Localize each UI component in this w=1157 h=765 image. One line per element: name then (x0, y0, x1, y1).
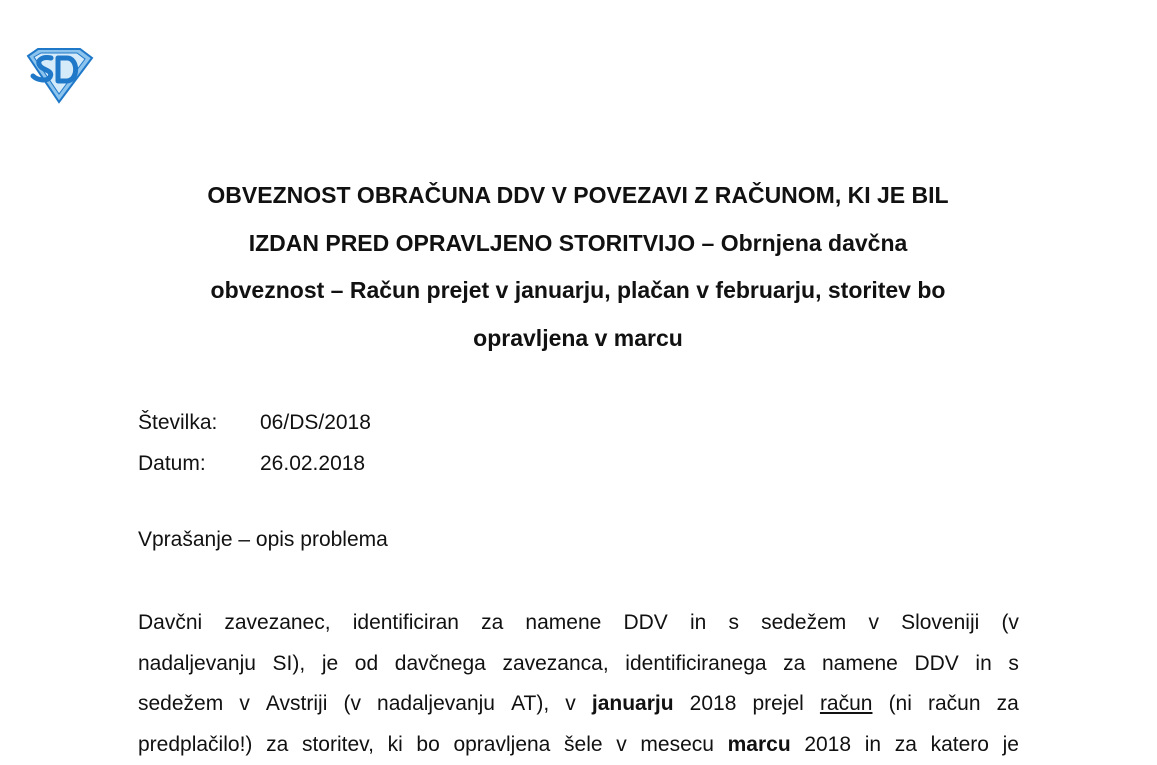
body-word: DDV (623, 603, 667, 644)
body-word: sedežem (138, 684, 223, 725)
body-word: AT), (511, 684, 549, 725)
body-word: v (239, 684, 250, 725)
body-word: šele (564, 725, 603, 765)
date-label: Datum: (138, 444, 260, 485)
body-word: sedežem (761, 603, 846, 644)
body-word: za (266, 725, 288, 765)
body-word: nadaljevanju (138, 644, 256, 685)
body-word: mesecu (640, 725, 714, 765)
date-row (138, 444, 371, 485)
date-value: 26.02.2018 (260, 444, 365, 485)
body-line (138, 684, 1019, 725)
body-word: v (616, 725, 627, 765)
body-word: in (975, 644, 991, 685)
body-word: za (895, 725, 917, 765)
body-word: zavezanca, (502, 644, 608, 685)
number-label: Številka: (138, 403, 260, 444)
body-word: SI), (273, 644, 306, 685)
body-word: v (868, 603, 879, 644)
body-word: namene (822, 644, 898, 685)
number-row (138, 403, 371, 444)
body-word[interactable]: račun (820, 684, 873, 725)
body-word: nadaljevanju (377, 684, 495, 725)
body-word: bo (416, 725, 439, 765)
body-word: namene (525, 603, 601, 644)
title-line-4: opravljena v marcu (128, 315, 1028, 363)
title-line-3: obveznost – Račun prejet v januarju, plačan v februarju, storitev bo (128, 267, 1028, 315)
document-title (128, 172, 1028, 362)
body-word: od (355, 644, 378, 685)
body-word: Davčni (138, 603, 202, 644)
body-word: 2018 (804, 725, 851, 765)
body-word: marcu (728, 725, 791, 765)
body-word: je (322, 644, 338, 685)
number-value: 06/DS/2018 (260, 403, 371, 444)
body-word: (ni (889, 684, 912, 725)
body-word: januarju (592, 684, 674, 725)
body-word: katero (931, 725, 989, 765)
body-word: račun (928, 684, 981, 725)
body-word: s (1008, 644, 1019, 685)
body-word: prejel (752, 684, 803, 725)
body-word: predplačilo!) (138, 725, 252, 765)
body-word: identificiranega (625, 644, 766, 685)
body-word: opravljena (453, 725, 550, 765)
body-word: storitev, (302, 725, 374, 765)
document-meta (138, 403, 371, 484)
body-word: Sloveniji (901, 603, 979, 644)
body-word: 2018 (690, 684, 737, 725)
body-line (138, 603, 1019, 644)
body-word: DDV (914, 644, 958, 685)
body-word: ki (388, 725, 403, 765)
body-word: v (565, 684, 576, 725)
company-logo-icon (22, 46, 96, 104)
body-line (138, 644, 1019, 685)
body-word: davčnega (395, 644, 486, 685)
body-word: Avstriji (266, 684, 327, 725)
body-word: za (783, 644, 805, 685)
body-line (138, 725, 1019, 765)
body-word: (v (343, 684, 361, 725)
body-word: in (865, 725, 881, 765)
title-line-1: OBVEZNOST OBRAČUNA DDV V POVEZAVI Z RAČUNOM, KI JE BIL (128, 172, 1028, 220)
body-word: (v (1001, 603, 1019, 644)
body-word: je (1003, 725, 1019, 765)
section-heading: Vprašanje – opis problema (138, 524, 388, 556)
body-word: s (728, 603, 739, 644)
body-word: za (997, 684, 1019, 725)
body-paragraph (138, 603, 1019, 765)
body-word: identificiran (353, 603, 459, 644)
body-word: zavezanec, (224, 603, 330, 644)
body-word: za (481, 603, 503, 644)
title-line-2: IZDAN PRED OPRAVLJENO STORITVIJO – Obrnjena davčna (128, 220, 1028, 268)
body-word: in (690, 603, 706, 644)
